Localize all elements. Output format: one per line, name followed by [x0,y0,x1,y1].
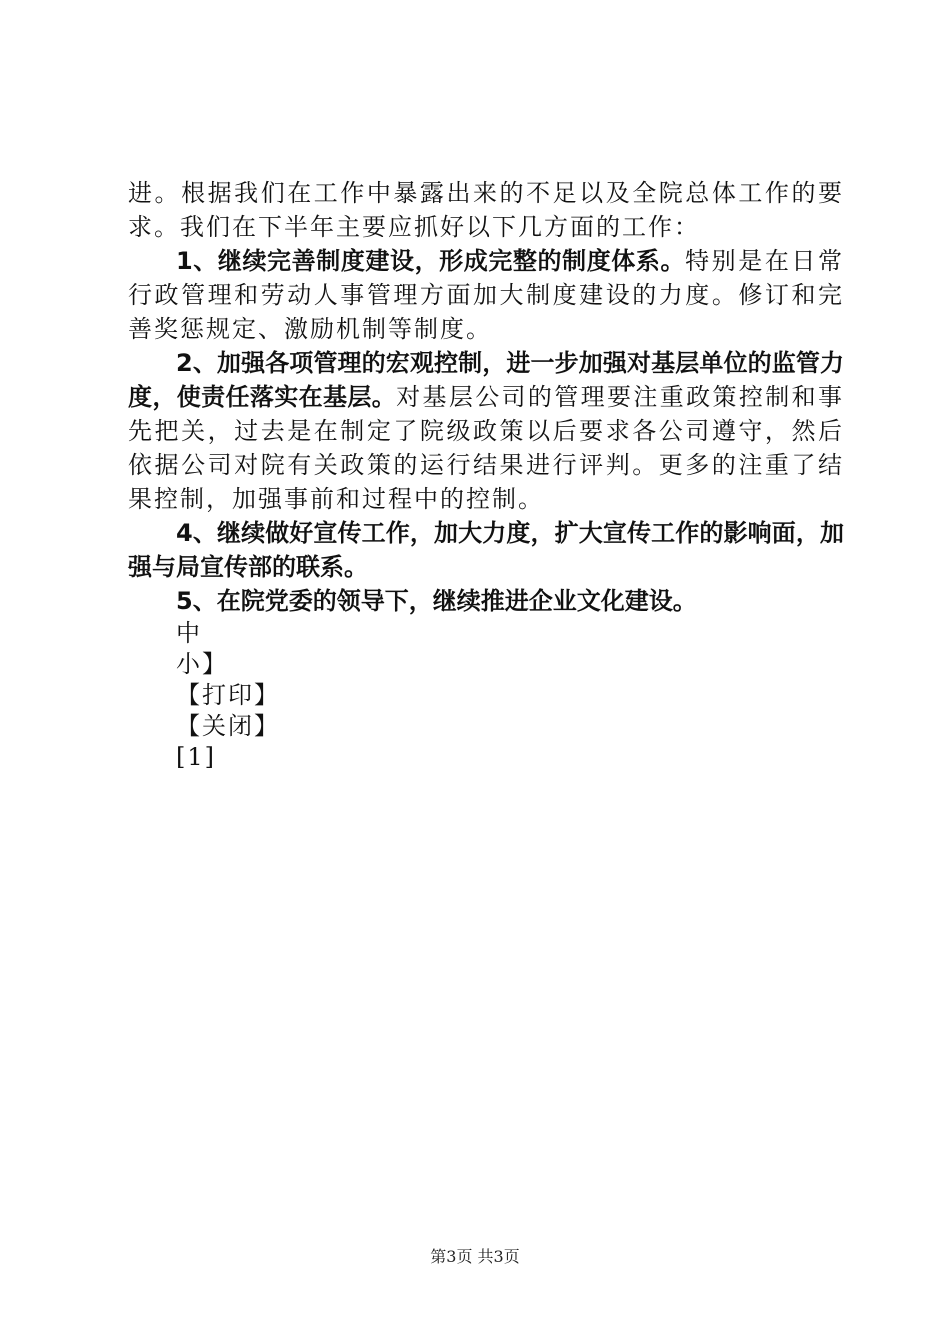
paragraph-item-1-heading: 1、继续完善制度建设，形成完整的制度体系。 [176,247,686,275]
paragraph-item-2 [128,346,844,516]
paragraph-item-5-heading: 5、在院党委的领导下，继续推进企业文化建设。 [176,587,697,615]
font-size-medium-link[interactable]: 中 [176,619,202,647]
paragraph-item-2-heading: 2、加强各项管理的宏观控制，进一步加强对基层单位的监管力度，使责任落实在基层。 [128,349,844,411]
paragraph-item-5 [128,584,844,618]
document-body [128,176,844,773]
page-index-link[interactable]: [1] [176,743,216,771]
paragraph-item-4-heading: 4、继续做好宣传工作，加大力度，扩大宣传工作的影响面，加强与局宣传部的联系。 [128,519,844,581]
paragraph-item-1 [128,244,844,346]
close-link[interactable]: 【关闭】 [176,712,280,740]
paragraph-intro [128,176,844,244]
print-link[interactable]: 【打印】 [176,681,280,709]
paragraph-item-4 [128,516,844,584]
paragraph-item-2-text: 对基层公司的管理要注重政策控制和事先把关，过去是在制定了院级政策以后要求各公司遵守，然后依据公司对院有关政策的运行结果进行评判。更多的注重了结果控制，加强事前和过程中的控制。 [128,383,845,513]
paragraph-item-1-text: 特别是在日常行政管理和劳动人事管理方面加大制度建设的力度。修订和完善奖惩规定、激励机制等制度。 [128,247,845,343]
page-footer: 第3页 共3页 [430,1247,520,1266]
font-size-small-link[interactable]: 小】 [176,650,228,678]
paragraph-intro-text: 进。根据我们在工作中暴露出来的不足以及全院总体工作的要求。我们在下半年主要应抓好以下几方面的工作： [128,179,844,241]
